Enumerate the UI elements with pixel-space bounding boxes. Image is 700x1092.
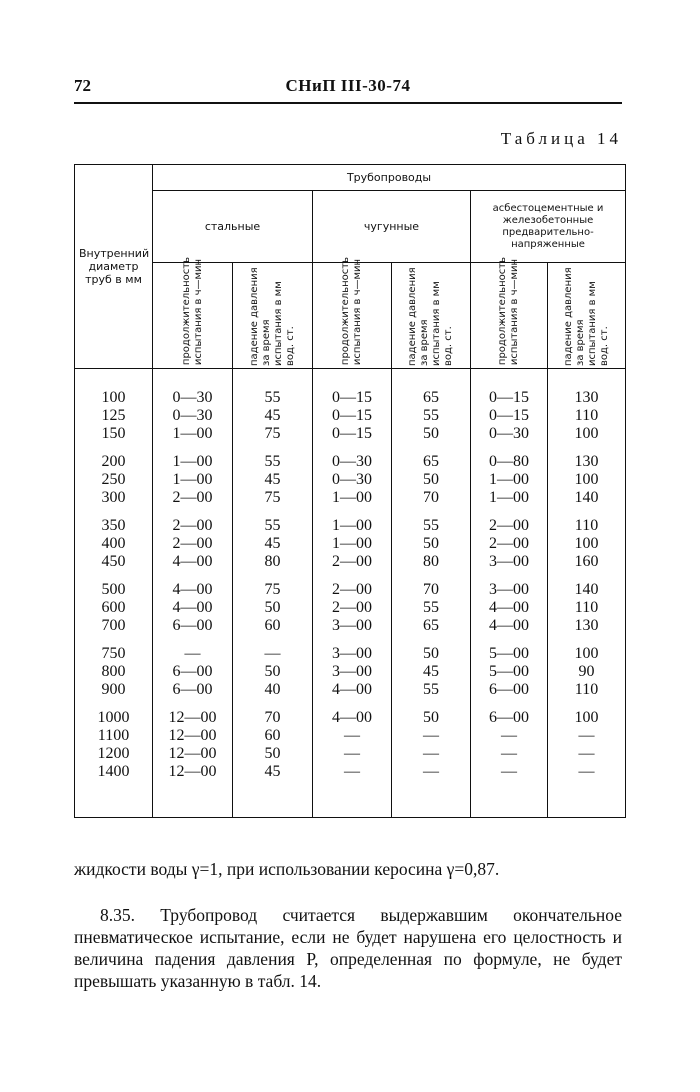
table-cell: 0—15 [313,407,392,425]
table-cell: 1—00 [153,443,233,471]
table-cell: 70 [233,699,313,727]
table-cell: 50 [392,699,471,727]
table-caption: Таблица 14 [500,129,622,148]
table-cell: 80 [233,553,313,571]
document-code: СНиП III-30-74 [285,76,411,95]
table-cell: 150 [75,425,153,443]
table-cell: 1—00 [153,425,233,443]
table-cell: 130 [548,369,626,408]
table-cell: 6—00 [471,699,548,727]
pressure-test-table [74,164,626,818]
table-row [75,599,626,617]
table-cell: 50 [392,635,471,663]
table-cell: 4—00 [153,599,233,617]
table-row [75,571,626,599]
table-cell: 1200 [75,745,153,763]
table-cell: 5—00 [471,663,548,681]
table-row [75,407,626,425]
table-cell: 1—00 [313,489,392,507]
col-pressure-asbestos: падение давления за время испытания в мм вод. ст. [548,263,626,369]
table-cell: 1—00 [313,535,392,553]
table-cell: 1100 [75,727,153,745]
table-row [75,507,626,535]
table-cell: 5—00 [471,635,548,663]
table-row [75,681,626,699]
table-cell: 450 [75,553,153,571]
row-header-diameter: Внутренний диаметр труб в мм [75,165,153,369]
group-cast-iron: чугунные [313,191,471,263]
table-cell: 4—00 [153,571,233,599]
table-cell: 0—30 [471,425,548,443]
table-cell: 110 [548,681,626,699]
table-row [75,535,626,553]
table-cell: — [471,727,548,745]
table-cell: 125 [75,407,153,425]
col-duration-cast-iron: продолжительность испытания в ч—мин [313,263,392,369]
table-cell: 2—00 [153,489,233,507]
table-cell: 300 [75,489,153,507]
table-cell: 0—30 [153,407,233,425]
table-cell: 1400 [75,763,153,818]
table-cell: 4—00 [313,699,392,727]
table-cell: 160 [548,553,626,571]
table-cell: 0—30 [153,369,233,408]
table-cell: 110 [548,507,626,535]
table-cell: 130 [548,443,626,471]
table-row [75,663,626,681]
table-cell: 70 [392,489,471,507]
table-cell: 75 [233,489,313,507]
table-cell: 40 [233,681,313,699]
table-cell: 6—00 [153,617,233,635]
table-cell: 12—00 [153,763,233,818]
table-cell: 700 [75,617,153,635]
table-cell: 2—00 [313,553,392,571]
table-body [75,369,626,818]
table-cell: 600 [75,599,153,617]
table-cell: — [548,745,626,763]
table-cell: — [471,763,548,818]
table-cell: 2—00 [471,535,548,553]
table-cell: 350 [75,507,153,535]
table-cell: 250 [75,471,153,489]
table-cell: 55 [233,443,313,471]
table-cell: — [392,727,471,745]
table-row [75,471,626,489]
table-cell: 60 [233,727,313,745]
table-row [75,553,626,571]
table-cell: 110 [548,407,626,425]
table-cell: 750 [75,635,153,663]
table-cell: — [313,763,392,818]
table-cell: 12—00 [153,745,233,763]
table-row [75,489,626,507]
table-row [75,763,626,818]
table-cell: 45 [233,535,313,553]
table-cell: — [392,745,471,763]
table-cell: 900 [75,681,153,699]
table-cell: — [471,745,548,763]
table-cell: 100 [548,699,626,727]
table-row [75,745,626,763]
table-cell: 45 [392,663,471,681]
table-cell: 0—15 [313,369,392,408]
table-row [75,443,626,471]
table-cell: 1000 [75,699,153,727]
col-duration-asbestos: продолжительность испытания в ч—мин [471,263,548,369]
table-cell: 65 [392,443,471,471]
table-cell: 0—80 [471,443,548,471]
table-row [75,369,626,408]
table-cell: 60 [233,617,313,635]
table-cell: 55 [392,681,471,699]
table-cell: 90 [548,663,626,681]
table-cell: 70 [392,571,471,599]
table-cell: 3—00 [313,617,392,635]
table-cell: 50 [233,745,313,763]
table-cell: 55 [233,507,313,535]
table-cell: 50 [392,425,471,443]
table-cell: — [233,635,313,663]
table-cell: 1—00 [471,489,548,507]
table-cell: 50 [233,599,313,617]
table-cell: 12—00 [153,727,233,745]
col-duration-steel: продолжительность испытания в ч—мин [153,263,233,369]
table-cell: 110 [548,599,626,617]
table-cell: 3—00 [313,663,392,681]
table-cell: 0—15 [471,369,548,408]
table-cell: 4—00 [153,553,233,571]
table-cell: 65 [392,617,471,635]
table-cell: 50 [392,535,471,553]
table-cell: 100 [548,471,626,489]
table-cell: 75 [233,571,313,599]
table-row [75,635,626,663]
table-cell: 2—00 [313,571,392,599]
table-cell: 3—00 [471,553,548,571]
table-cell: 45 [233,763,313,818]
table-cell: 500 [75,571,153,599]
table-cell: 100 [548,635,626,663]
table-cell: 55 [392,599,471,617]
paragraph-8-35: 8.35. Трубопровод считается выдержавшим окончательное пневматическое испытание, если не будет нарушена его целостность и величина падения давления P, определенная по формуле, не будет превышать указанную в табл. 14. [74,905,622,991]
table-cell: 100 [75,369,153,408]
table-cell: 0—15 [313,425,392,443]
col-pressure-cast-iron: падение давления за время испытания в мм вод. ст. [392,263,471,369]
table-cell: 0—15 [471,407,548,425]
table-cell: 2—00 [153,535,233,553]
table-cell: 55 [392,507,471,535]
table-row [75,425,626,443]
table-cell: 100 [548,535,626,553]
table-cell: 2—00 [313,599,392,617]
table-cell: 45 [233,471,313,489]
table-cell: 140 [548,571,626,599]
table-cell: 2—00 [471,507,548,535]
table-cell: 50 [233,663,313,681]
table-cell: 6—00 [471,681,548,699]
table-cell: 12—00 [153,699,233,727]
table-cell: — [313,727,392,745]
table-cell: 4—00 [471,617,548,635]
table-row [75,727,626,745]
group-asbestos-concrete: асбестоцементные и железобетонные предварительно-напряженные [471,191,626,263]
page-number: 72 [74,76,91,95]
table-cell: 65 [392,369,471,408]
table-cell: — [313,745,392,763]
col-pressure-steel: падение давления за время испытания в мм вод. ст. [233,263,313,369]
table-row [75,617,626,635]
table-cell: 0—30 [313,471,392,489]
table-cell: 130 [548,617,626,635]
group-title: Трубопроводы [153,165,626,191]
table-cell: 0—30 [313,443,392,471]
table-cell: 45 [233,407,313,425]
table-cell: 100 [548,425,626,443]
table-cell: 55 [392,407,471,425]
table-cell: 1—00 [153,471,233,489]
table-cell: 3—00 [313,635,392,663]
table-cell: 55 [233,369,313,408]
table-cell: — [153,635,233,663]
table-cell: 1—00 [313,507,392,535]
table-cell: 6—00 [153,681,233,699]
table-cell: 400 [75,535,153,553]
table-cell: 1—00 [471,471,548,489]
table-cell: — [548,727,626,745]
table-cell: — [548,763,626,818]
table-cell: 50 [392,471,471,489]
table-cell: 4—00 [313,681,392,699]
group-steel: стальные [153,191,313,263]
table-cell: 6—00 [153,663,233,681]
table-cell: 4—00 [471,599,548,617]
table-cell: 800 [75,663,153,681]
table-cell: 2—00 [153,507,233,535]
page-header [74,76,622,104]
table-cell: 75 [233,425,313,443]
table-row [75,699,626,727]
table-cell: — [392,763,471,818]
table-cell: 80 [392,553,471,571]
table-cell: 140 [548,489,626,507]
paragraph-continuation: жидкости воды γ=1, при использовании керосина γ=0,87. [74,859,500,879]
table-cell: 200 [75,443,153,471]
table-cell: 3—00 [471,571,548,599]
